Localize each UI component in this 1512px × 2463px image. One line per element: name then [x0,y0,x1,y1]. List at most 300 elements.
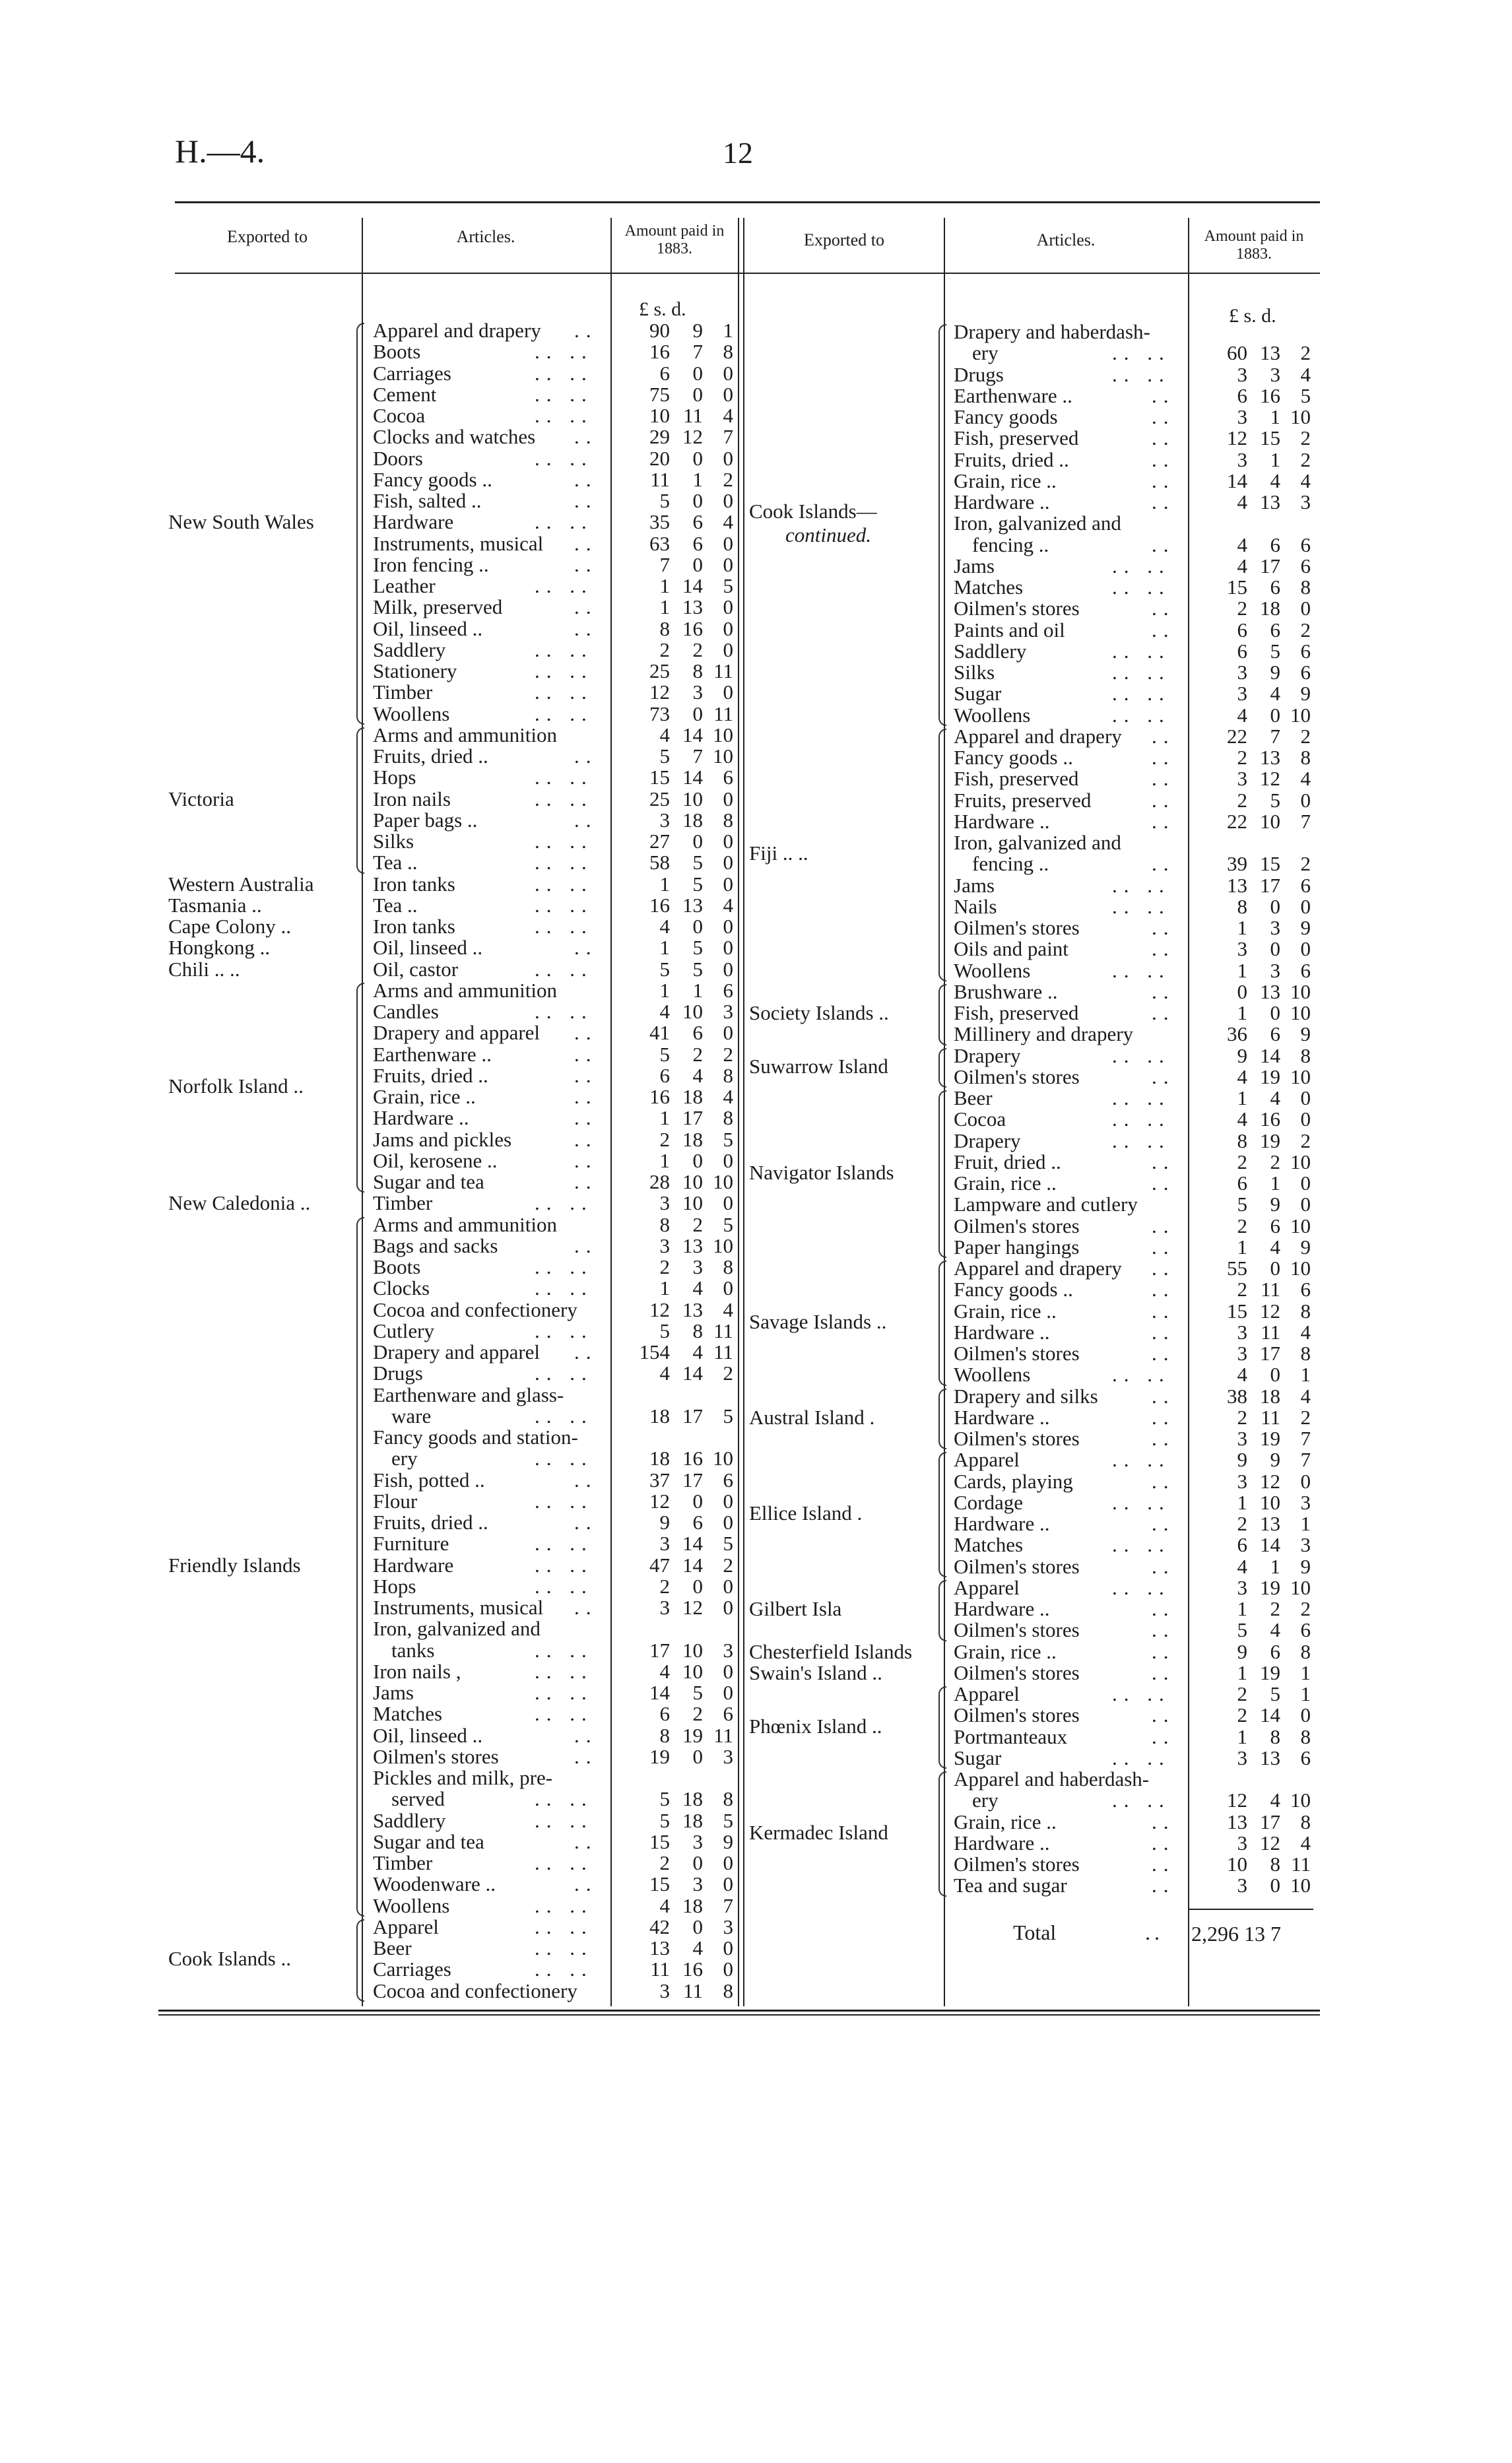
leader-dots: .. [1152,1405,1175,1429]
amount-pounds: 3 [1237,1746,1247,1769]
amount-shillings: 19 [1260,1065,1280,1088]
total-amount: 2,296 13 7 [1191,1922,1281,1946]
amount-pounds: 9 [1237,1448,1247,1472]
article-name: Instruments, musical [373,1596,544,1619]
header-amount-right: Amount paid in 1883. [1204,228,1304,263]
amount-pence: 7 [1300,1448,1311,1472]
amount-shillings: 17 [1260,554,1280,577]
amount-pounds: 13 [649,1936,670,1959]
amount-pence: 7 [1300,1427,1311,1450]
amount-pounds: 25 [649,787,670,810]
amount-cell [1195,1131,1311,1152]
amount-pence: 10 [1290,703,1311,727]
amount-shillings: 10 [682,1638,703,1662]
article-name: Fish, preserved [954,1001,1079,1024]
amount-pence: 10 [713,1170,733,1193]
amount-pounds: 75 [649,382,670,406]
amount-pence: 0 [1300,1469,1311,1493]
leader-dots: .. .. [535,766,593,789]
country-name: Friendly Islands [168,1553,301,1577]
group-brace [938,1686,946,1769]
amount-shillings: 14 [682,723,703,746]
leader-dots: .. .. [535,1681,593,1704]
amount-shillings: 9 [1270,1193,1280,1216]
article-name: Doors [373,446,423,470]
leader-dots: .. [574,1148,598,1172]
amount-shillings: 12 [1260,767,1280,791]
leader-dots: .. .. [535,361,593,385]
amount-shillings: 0 [692,830,703,853]
amount-shillings: 5 [1270,1682,1280,1705]
table-row [0,1212,1512,1237]
amount-shillings: 3 [1270,958,1280,982]
leader-dots: .. .. [535,340,593,364]
amount-shillings: 5 [1270,788,1280,812]
amount-pence: 4 [723,893,733,917]
table-row [0,1981,1512,2002]
amount-pence: 1 [1300,1512,1311,1535]
article-name: Fruits, preserved [954,788,1092,812]
amount-pounds: 1 [1237,1490,1247,1514]
leader-dots: .. [1152,1065,1175,1088]
amount-pence: 8 [1300,1043,1311,1067]
amount-pence: 0 [723,851,733,874]
leader-dots: .. [1152,383,1175,407]
article-name: Earthenware .. [373,1042,492,1066]
amount-pence: 2 [1300,341,1311,365]
amount-cell [1195,875,1311,896]
article-name: Oilmen's stores [954,597,1080,620]
amount-shillings: 12 [1260,1299,1280,1323]
amount-pounds: 3 [1237,1469,1247,1493]
leader-dots: .. [574,1723,598,1747]
amount-pence: 0 [723,595,733,619]
amount-pence: 0 [723,382,733,406]
article-name: Carriages [373,361,451,385]
amount-pence: 9 [1300,1554,1311,1578]
leader-dots: .. .. [1112,1086,1171,1109]
amount-cell [1195,1045,1311,1067]
amount-shillings: 19 [1260,1427,1280,1450]
amount-shillings: 10 [682,1659,703,1683]
leader-dots: .. .. [535,404,593,427]
leader-dots: .. .. [1112,873,1171,897]
country-name: Norfolk Island .. [168,1074,304,1098]
country-name: Swain's Island .. [749,1660,882,1684]
group-brace [938,984,946,1045]
leader-dots: .. [1152,618,1175,641]
leader-dots: .. .. [1112,1129,1171,1152]
amount-pence: 6 [1300,1278,1311,1301]
leader-dots: .. [1152,1703,1175,1727]
amount-shillings: 17 [1260,1810,1280,1833]
amount-pounds: 3 [1237,1320,1247,1344]
amount-shillings: 3 [1270,916,1280,939]
amount-pounds: 4 [1237,1107,1247,1131]
article-name: Fancy goods .. [954,746,1073,769]
article-name: Hardware .. [954,490,1050,513]
leader-dots: .. [574,531,598,555]
amount-cell [1195,385,1311,407]
amount-shillings: 1 [1270,447,1280,471]
article-name: Fancy goods [954,405,1058,428]
amount-shillings: 14 [682,1362,703,1385]
amount-pence: 8 [1300,1639,1311,1663]
group-brace [938,324,946,726]
article-name: Apparel [954,1575,1020,1599]
amount-pence: 2 [1300,447,1311,471]
leader-dots: .. [1152,1853,1175,1876]
amount-shillings: 4 [692,1340,703,1363]
amount-shillings: 0 [1270,937,1280,961]
leader-dots: .. [574,1085,598,1108]
table-row [0,1276,1512,1301]
amount-pounds: 1 [659,1148,670,1172]
amount-pence: 2 [1300,724,1311,748]
article-name: Tea .. [373,851,418,874]
amount-cell [1195,1875,1311,1896]
amount-pounds: 39 [1227,852,1247,876]
leader-dots: .. [574,1340,598,1363]
country-name: Fiji .. .. [749,841,808,865]
amount-cell [1195,556,1311,577]
amount-shillings: 16 [682,1447,703,1470]
table-row [0,938,1512,960]
article-name: Hardware .. [954,1831,1050,1855]
leader-dots: .. [574,319,598,342]
amount-shillings: 0 [1270,1874,1280,1897]
article-name: Woollens [954,958,1031,982]
leader-dots: .. [1152,1554,1175,1578]
amount-cell [1195,1109,1311,1130]
article-name: Hardware .. [954,1512,1050,1535]
article-name: Hardware .. [954,1597,1050,1620]
leader-dots: .. .. [535,1659,593,1683]
amount-shillings: 16 [1260,1107,1280,1131]
amount-shillings: 0 [692,1744,703,1768]
amount-shillings: 5 [692,851,703,874]
amount-pounds: 6 [1237,1171,1247,1195]
article-name: Hardware .. [954,1405,1050,1429]
amount-shillings: 0 [692,446,703,470]
amount-pence: 0 [723,1574,733,1598]
amount-shillings: 15 [1260,426,1280,450]
leader-dots: .. .. [1112,894,1171,918]
table-row [0,893,1512,918]
leader-dots: .. [1152,979,1175,1003]
leader-dots: .. .. [535,680,593,704]
table-row [0,467,1512,492]
table-row [0,917,1512,938]
article-name: Cards, playing [954,1469,1073,1493]
amount-pounds: 1 [659,574,670,597]
article-name: Jams [954,554,995,577]
amount-shillings: 6 [692,1021,703,1045]
leader-dots: .. [1152,1874,1175,1897]
amount-pence: 6 [1300,639,1311,663]
amount-pounds: 3 [659,1596,670,1619]
amount-pence: 11 [713,659,733,682]
article-name: Drapery [954,1043,1021,1067]
amount-pounds: 1 [1237,1001,1247,1024]
amount-shillings: 12 [1260,1831,1280,1855]
article-name: Woollens [373,702,450,725]
article-name: Oil, linseed .. [373,936,483,960]
leader-dots: .. .. [535,872,593,896]
leader-dots: .. [1152,767,1175,791]
leader-dots: .. [574,1872,598,1896]
leader-dots: .. .. [535,1255,593,1278]
article-name: Oilmen's stores [373,1744,499,1768]
article-name: Clocks and watches [373,425,536,449]
table-row [0,595,1512,620]
amount-shillings: 2 [692,1212,703,1236]
amount-pounds: 2 [1237,1682,1247,1705]
amount-pence: 7 [723,1893,733,1917]
article-name: Pickles and milk, pre- [373,1766,553,1789]
amount-cell [1195,1067,1311,1088]
leader-dots: .. [574,1829,598,1853]
article-name: Iron tanks [373,872,455,896]
amount-shillings: 2 [692,1702,703,1726]
amount-pence: 11 [713,1340,733,1363]
leader-dots: .. .. [1112,661,1171,684]
amount-pounds: 2 [1237,1405,1247,1429]
total-leader: .. [1145,1921,1164,1944]
amount-pounds: 5 [1237,1193,1247,1216]
table-row [0,321,1512,343]
amount-pounds: 3 [1237,661,1247,684]
amount-pence: 0 [723,1681,733,1704]
amount-cell [1195,1662,1311,1684]
currency-header-left: £ s. d. [639,298,686,320]
amount-pounds: 4 [659,723,670,746]
leader-dots: .. [1152,1257,1175,1280]
amount-shillings: 8 [1270,1853,1280,1876]
amount-pence: 0 [723,1596,733,1619]
leader-dots: .. [1152,1831,1175,1855]
amount-shillings: 3 [692,1255,703,1278]
amount-shillings: 1 [1270,1171,1280,1195]
amount-pence: 0 [723,616,733,640]
leader-dots: .. .. [1112,1575,1171,1599]
article-name: Iron tanks [373,915,455,938]
leader-dots: .. [574,616,598,640]
amount-pence: 1 [723,319,733,342]
amount-shillings: 13 [682,1297,703,1321]
article-name: Hardware .. [954,1320,1050,1344]
leader-dots: .. .. [1112,1363,1171,1387]
amount-shillings: 0 [1270,1001,1280,1024]
amount-shillings: 18 [682,1787,703,1811]
amount-pence: 0 [723,1872,733,1896]
amount-shillings: 2 [692,1042,703,1066]
amount-pence: 0 [1300,788,1311,812]
leader-dots: .. .. [535,574,593,597]
amount-shillings: 9 [692,319,703,342]
leader-dots: .. .. [535,1191,593,1215]
amount-shillings: 4 [1270,1086,1280,1109]
leader-dots: .. .. [1112,554,1171,577]
amount-shillings: 19 [682,1723,703,1747]
article-name: Cocoa [954,1107,1006,1131]
article-name: Apparel and haberdash- [954,1767,1150,1790]
article-name: ware [391,1404,432,1428]
amount-shillings: 0 [692,1574,703,1598]
amount-cell [1195,1833,1311,1854]
article-name: Saddlery [954,639,1027,663]
amount-shillings: 19 [1260,1660,1280,1684]
table-row [0,1255,1512,1280]
amount-pence: 10 [713,1447,733,1470]
amount-pence: 10 [1290,1257,1311,1280]
amount-pounds: 8 [659,1212,670,1236]
amount-pence: 0 [723,1489,733,1513]
leader-dots: .. .. [535,702,593,725]
amount-pence: 7 [723,425,733,449]
leader-dots: .. .. [1112,703,1171,727]
amount-pounds: 4 [659,1362,670,1385]
article-name: Timber [373,1191,433,1215]
amount-pounds: 90 [649,319,670,342]
amount-shillings: 19 [1260,1129,1280,1152]
amount-pence: 0 [723,1276,733,1300]
table-row [0,574,1512,599]
amount-pence: 4 [723,1085,733,1108]
amount-shillings: 14 [682,766,703,789]
amount-pounds: 2 [659,1255,670,1278]
amount-pence: 3 [723,1744,733,1768]
amount-shillings: 10 [1260,1490,1280,1514]
leader-dots: .. .. [535,1915,593,1938]
amount-shillings: 11 [1261,1278,1280,1301]
amount-pence: 0 [723,446,733,470]
article-name: Grain, rice .. [373,1085,476,1108]
country-name: New Caledonia .. [168,1191,311,1215]
article-name: Boots [373,340,421,364]
amount-pounds: 1 [1237,1086,1247,1109]
article-name: Arms and ammunition [373,978,557,1002]
currency-header-right: £ s. d. [1229,305,1276,327]
amount-shillings: 0 [692,1915,703,1938]
article-name: Iron, galvanized and [373,1617,541,1641]
amount-shillings: 18 [682,1808,703,1832]
amount-cell [1195,1449,1311,1470]
leader-dots: .. .. [1112,639,1171,663]
amount-shillings: 14 [1260,1703,1280,1727]
amount-shillings: 17 [682,1106,703,1130]
leader-dots: .. [1152,1320,1175,1344]
leader-dots: .. .. [535,510,593,534]
article-name: Cutlery [373,1319,434,1342]
leader-dots: .. .. [535,659,593,682]
amount-shillings: 6 [1270,1214,1280,1237]
amount-pence: 3 [723,1915,733,1938]
amount-pence: 1 [1300,1660,1311,1684]
amount-pence: 3 [723,1000,733,1023]
leader-dots: .. [1152,469,1175,492]
article-name: Oilmen's stores [954,1660,1080,1684]
amount-pence: 8 [1300,1810,1311,1833]
article-name: Drugs [954,362,1004,386]
amount-pounds: 3 [659,808,670,832]
amount-pounds: 10 [1227,1853,1247,1876]
article-name: Tea and sugar [954,1874,1067,1897]
article-name: Fruit, dried .. [954,1150,1061,1173]
amount-pounds: 1 [659,936,670,960]
article-name: Oilmen's stores [954,1065,1080,1088]
amount-pounds: 38 [1227,1384,1247,1408]
article-name: Furniture [373,1532,449,1556]
amount-cell [617,1917,733,1938]
amount-pence: 2 [1300,426,1311,450]
amount-pounds: 4 [1237,533,1247,556]
table-row [0,787,1512,812]
amount-pounds: 15 [649,1872,670,1896]
article-name: tanks [391,1638,435,1662]
table-row [0,957,1512,982]
amount-pence: 2 [1300,1597,1311,1620]
leader-dots: .. [574,1511,598,1534]
amount-pounds: 2 [1237,1150,1247,1173]
amount-shillings: 11 [683,1979,703,2002]
amount-pence: 0 [1300,894,1311,918]
amount-pence: 9 [1300,916,1311,939]
leader-dots: .. [574,1744,598,1768]
amount-pence: 10 [1290,1214,1311,1237]
amount-pounds: 4 [1237,703,1247,727]
article-name: Stationery [373,659,457,682]
leader-dots: .. [1152,1597,1175,1620]
amount-pence: 4 [1300,767,1311,791]
amount-pounds: 16 [649,340,670,364]
article-name: Earthenware .. [954,383,1072,407]
amount-pence: 10 [1290,405,1311,428]
amount-shillings: 18 [682,1085,703,1108]
amount-pounds: 3 [659,1191,670,1215]
amount-pounds: 4 [659,1659,670,1683]
amount-cell [617,1938,733,1959]
bottom-rule [158,2010,1320,2012]
article-name: Matches [954,1533,1024,1557]
country-name: Savage Islands .. [749,1309,887,1333]
article-name: Timber [373,680,433,704]
amount-pence: 6 [1300,873,1311,897]
article-name: Drapery and apparel [373,1340,541,1363]
amount-pence: 6 [1300,958,1311,982]
amount-shillings: 13 [682,595,703,619]
article-name: Instruments, musical [373,531,544,555]
table-row [0,702,1512,727]
article-name: Grain, rice .. [954,469,1057,492]
amount-pounds: 3 [1237,1427,1247,1450]
amount-pounds: 3 [1237,362,1247,386]
amount-pounds: 5 [1237,1618,1247,1642]
amount-shillings: 14 [1260,1533,1280,1557]
article-name: Hops [373,1574,416,1598]
amount-pence: 10 [713,1233,733,1257]
amount-pence: 6 [723,1468,733,1492]
amount-pence: 2 [723,1362,733,1385]
amount-pounds: 2 [1237,597,1247,620]
article-name: Cocoa and confectionery [373,1979,577,2002]
leader-dots: .. .. [535,1000,593,1023]
amount-shillings: 11 [683,404,703,427]
amount-pounds: 3 [1237,767,1247,791]
amount-cell [1195,1790,1311,1811]
table-row [0,659,1512,684]
amount-cell [1195,1854,1311,1875]
